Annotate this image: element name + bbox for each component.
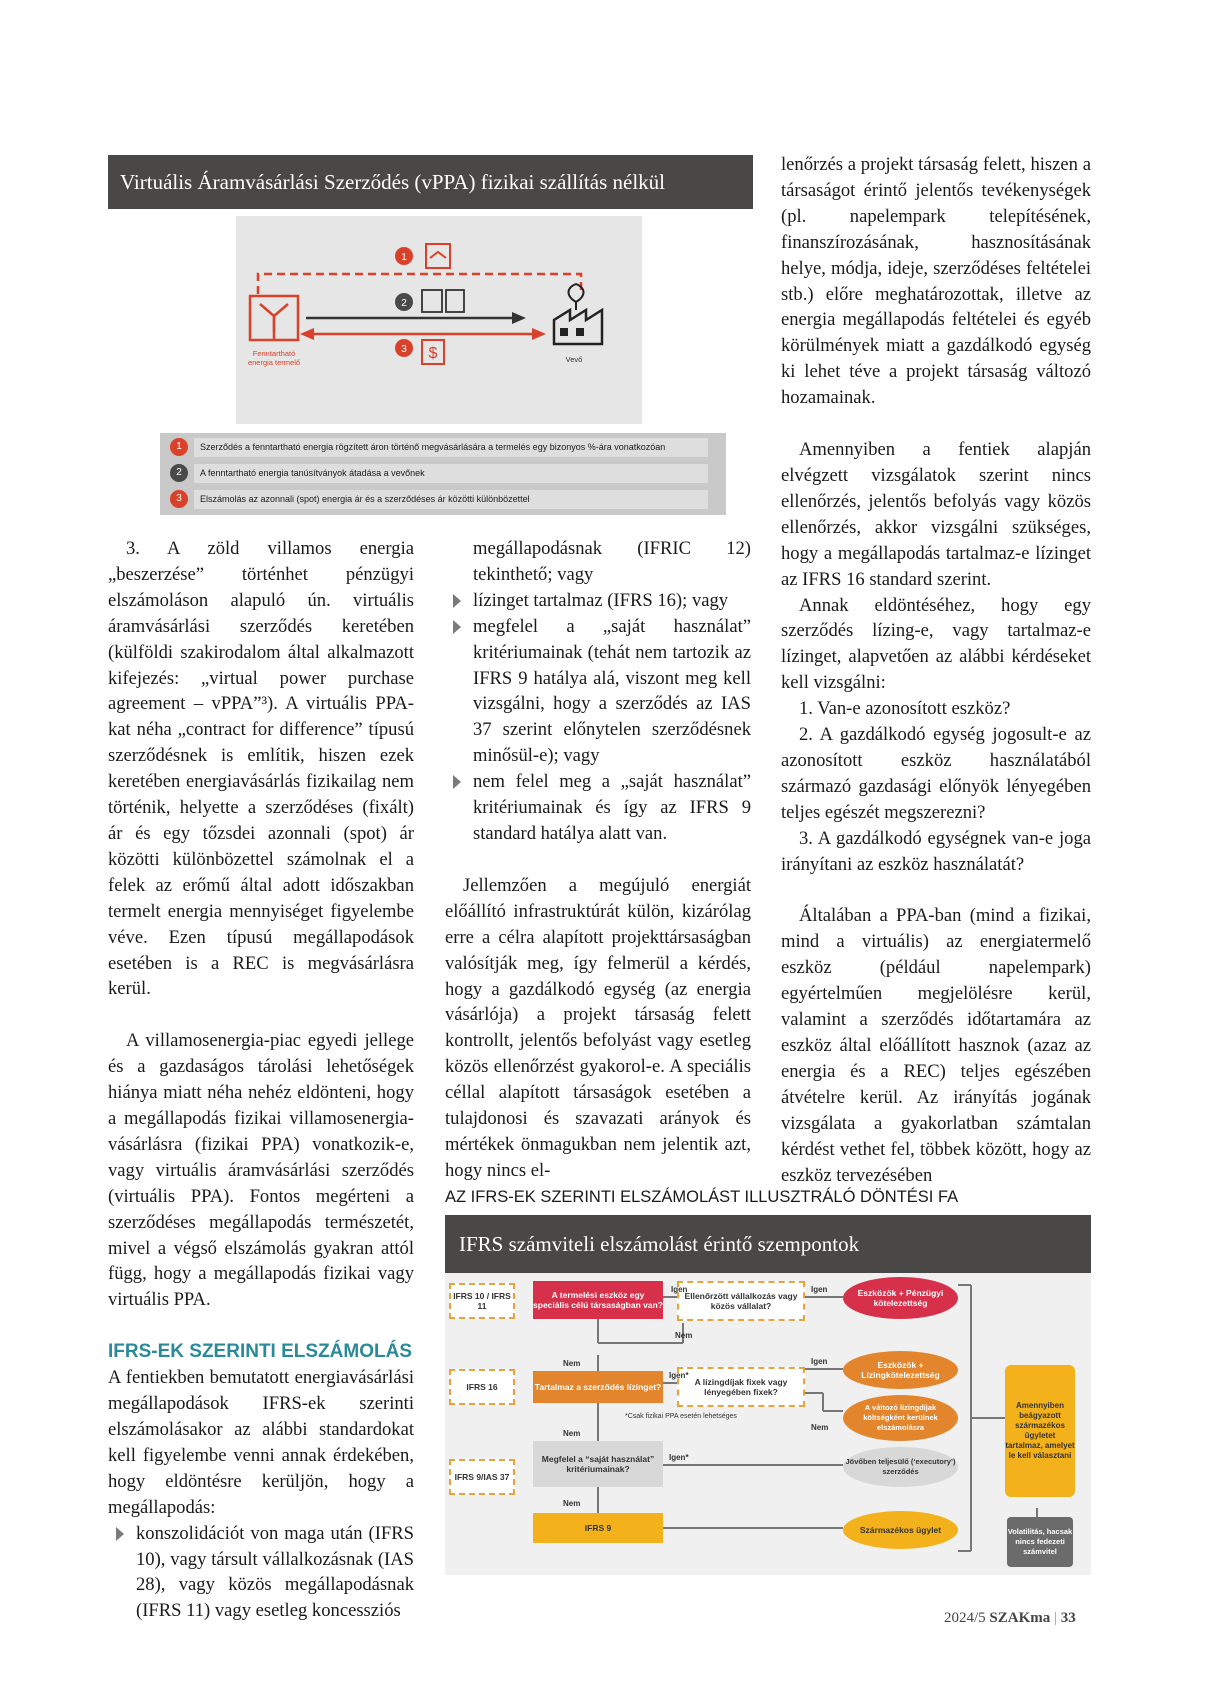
figure1-title: Virtuális Áramvásárlási Szerződés (vPPA) fizikai szállítás nélkül [108, 155, 753, 209]
q-contains-lease: Tartalmaz a szerződés lízinget? [533, 1371, 663, 1403]
footnote-physical-ppa: *Csak fizikai PPA esetén lehetséges [625, 1413, 737, 1420]
triangle-bullet-icon [453, 620, 461, 634]
figure2-caption: AZ IFRS-EK SZERINTI ELSZÁMOLÁST ILLUSZTRÁLÓ DÖNTÉSI FA [445, 1188, 959, 1206]
q-fixed-lease-payments: A lízingdíjak fixek vagy lényegében fixek? [677, 1367, 805, 1407]
legend-number-2: 2 [170, 464, 188, 482]
q-special-purpose-entity: A termelési eszköz egy speciális célú társaságban van? [533, 1281, 663, 1319]
rec-flow-line [258, 274, 581, 294]
bullet-item: megfelel a „saját használat” kritériumainak (tehát nem tartozik az IFRS 9 hatálya alá, viszont meg kell vizsgálni, hogy a szerződés az IAS 37 szerint előnytelen szerződésnek minősül-e); vagy [445, 614, 751, 769]
bullet-item: lízinget tartalmaz (IFRS 16); vagy [445, 588, 751, 614]
label-no: Nem [563, 1499, 581, 1508]
magazine-brand: SZAKma [989, 1610, 1051, 1626]
r-volatility: Volatilitás, hacsak nincs fedezeti számvitel [1007, 1517, 1073, 1567]
label-no: Nem [675, 1331, 693, 1340]
vppa-diagram-svg [236, 216, 642, 424]
paragraph: Amennyiben a fentiek alapján elvégzett vizsgálatok szerint nincs ellenőrzés, jelentős befolyás vagy közös ellenőrzés, akkor vizsgálni szükséges, hogy a megállapodás tartalmaz-e lízinget az IFRS 16 standard szerint. [781, 439, 1091, 590]
legend-item-1: Szerződés a fenntartható energia rögzített áron történő megvásárlására a termelés egy bizonyos %-ára vonatkozóan [194, 438, 708, 457]
column-1 [108, 536, 414, 1624]
question-item: 1. Van-e azonosított eszköz? [799, 698, 1011, 720]
label-yes: Igen [811, 1285, 828, 1294]
step1-number: 1 [401, 252, 407, 263]
figure2-title: IFRS számviteli elszámolást érintő szempontok [445, 1215, 1091, 1273]
label-yes-star: Igen* [669, 1371, 689, 1380]
r-derivative: Származékos ügylet [843, 1511, 958, 1549]
column-3 [781, 152, 1091, 1188]
r-assets-lease-liability: Eszközök + Lízingkötelezettség [843, 1351, 958, 1389]
leaf-certificate-icon [422, 290, 442, 312]
section-heading: IFRS-EK SZERINTI ELSZÁMOLÁS [108, 1341, 412, 1363]
bullet-item-continued: megállapodásnak (IFRIC 12) tekinthető; vagy [473, 538, 751, 585]
legend-number-3: 3 [170, 490, 188, 508]
bullet-item: konszolidációt von maga után (IFRS 10), vagy társult vállalkozásnak (IAS 28), vagy közös megállapodásnak (IFRS 11) vagy esetleg koncessziós [108, 1521, 414, 1625]
paragraph: lenőrzés a projekt társaság felett, hiszen a társaságot érintő jelentős tevékenységek (pl. napelempark telepítésének, finanszírozásának, hasznosításának helye, módja, ideje, szerződéses feltételei stb.) előre meghatározottak, illetve az energia megállapodás feltételei és egyéb körülmények miatt a gazdálkodó egység ki lehet téve a projekt társaság változó hozamainak. [781, 154, 1091, 409]
paragraph: A villamosenergia-piac egyedi jellege és a gazdaságos tárolási lehetőségek hiánya miatt néha nehéz eldönteni, hogy a megállapodás fizikai villamosenergia-vásárlásra (fizikai PPA) vonatkozik-e, vagy virtuális áramvásárlási szerződés (virtuális PPA). Fontos megérteni a szerződéses megállapodás természetét, mivel a végső elszámolás gyakran attól függ, hogy a megállapodás fizikai vagy virtuális PPA. [108, 1030, 414, 1311]
paragraph: 3. A zöld villamos energia „beszerzése” történhet pénzügyi elszámoláson alapuló ún. virtuális áramvásárlási szerződés keretében (külföldi szakirodalom által alkalmazott kifejezés: „virtual power purchase agreement – vPPA”³). A virtuális PPA-kat néha „contract for difference” típusú szerződésnek is említik, hiszen ezek keretében energiavásárlás fizikailag nem történik, helyette a szerződéses (fixált) ár és egy tőzsdei azonnali (spot) ár közötti különbözettel számolnak el a felek az erőmű által adott időszakban termelt energia mennyiséget figyelembe véve. Ezen típusú megállapodások esetében is a REC is megvásárlásra kerül. [108, 538, 414, 1000]
wind-turbine-icon [250, 296, 298, 340]
vppa-diagram [236, 216, 642, 424]
triangle-bullet-icon [116, 1527, 124, 1541]
step3-number: 3 [401, 344, 407, 355]
document-icon [446, 290, 464, 312]
bullet-item: nem felel meg a „saját használat” kritériumainak és így az IFRS 9 standard hatálya alatt van. [445, 769, 751, 847]
figure1-legend [160, 433, 726, 515]
triangle-bullet-icon [453, 594, 461, 608]
buyer-label: Vevő [565, 355, 583, 364]
legend-item-2: A fenntartható energia tanúsítványok átadása a vevőnek [194, 464, 708, 483]
std-ifrs16: IFRS 16 [449, 1369, 515, 1405]
q-own-use-criteria: Megfelel a “saját használat” kritériumainak? [533, 1441, 663, 1487]
r-embedded-derivative: Amennyiben beágyazott származékos ügyletet tartalmaz, amelyet le kell választani [1005, 1365, 1075, 1497]
std-ifrs9-ias37: IFRS 9/IAS 37 [449, 1459, 515, 1495]
r-variable-lease-expense: A változó lízingdíjak költségként kerülnek elszámolásra [843, 1395, 958, 1441]
page-number: 33 [1060, 1610, 1076, 1626]
column-2 [445, 536, 751, 1184]
paragraph: A fentiekben bemutatott energiavásárlási megállapodások IFRS-ek szerinti elszámolásakor az alábbi standardokat kell figyelembe venni annak érdekében, hogy eldöntésre kerüljön, hogy a megállapodás: [108, 1367, 414, 1518]
label-no: Nem [563, 1359, 581, 1368]
q-controlled-or-joint: Ellenőrzött vállalkozás vagy közös vállalat? [677, 1281, 805, 1321]
issue-number: 2024/5 [944, 1610, 986, 1626]
step2-number: 2 [401, 298, 407, 309]
paragraph: Annak eldöntéséhez, hogy egy szerződés lízing-e, vagy tartalmaz-e lízinget, alapvetően az alábbi kérdéseket kell vizsgálni: [781, 594, 1091, 694]
question-item: 3. A gazdálkodó egységnek van-e joga irányítani az eszköz használatát? [781, 827, 1091, 875]
r-assets-financial-liability: Eszközök + Pénzügyi kötelezettség [843, 1277, 958, 1319]
paragraph: Jellemzően a megújuló energiát előállító infrastruktúrát külön, kizárólag erre a célra alapított projekttársaságban valósítják meg, így felmerül a kérdés, hogy a gazdálkodó egység (az energia vásárlója) a projekt társaság felett kontrollt, jelentős befolyást vagy esetleg közös ellenőrzést gyakorol-e. A speciális céllal alapított társaságok esetében a tulajdonosi és szavazati arányok és mértékek önmagukban nem jelentik azt, hogy nincs el- [445, 874, 751, 1181]
label-yes-star: Igen* [669, 1453, 689, 1462]
r-executory-contract: Jövőben teljesülő (‘executory’) szerződés [843, 1447, 958, 1487]
question-item: 2. A gazdálkodó egység jogosult-e az azonosított eszköz használatából származó gazdasági előnyök lényegében teljes egészét megszerezni? [781, 724, 1091, 823]
producer-label-line2: energia termelő [247, 358, 301, 367]
svg-text:$: $ [428, 345, 438, 362]
label-yes: Igen [811, 1357, 828, 1366]
decision-tree [445, 1273, 1091, 1575]
label-no: Nem [563, 1429, 581, 1438]
legend-item-3: Elszámolás az azonnali (spot) energia ár és a szerződéses ár közötti különbözettel [194, 490, 708, 509]
label-no: Nem [811, 1423, 829, 1432]
page-footer: 2024/5 SZAKma | 33 [944, 1610, 1076, 1626]
legend-number-1: 1 [170, 438, 188, 456]
paragraph: Általában a PPA-ban (mind a fizikai, mind a virtuális) az energiatermelő eszköz (például napelempark) egyértelműen megjelölésre kerül, valamint a szerződés időtartamára az eszköz által előállított hasznok (azaz az energia és a REC) teljes egészében átvételre kerül. Az irányítás jogának vizsgálata a gyakorlatban számtalan kérdést vethet fel, többek között, hogy az eszköz tervezésében [781, 905, 1091, 1186]
label-yes: Igen [671, 1285, 688, 1294]
producer-label-line1: Fenntartható [252, 349, 296, 358]
handshake-icon [426, 244, 450, 268]
std-ifrs10-11: IFRS 10 / IFRS 11 [449, 1283, 515, 1319]
factory-icon [554, 284, 602, 344]
r-ifrs9: IFRS 9 [533, 1513, 663, 1543]
triangle-bullet-icon [453, 775, 461, 789]
